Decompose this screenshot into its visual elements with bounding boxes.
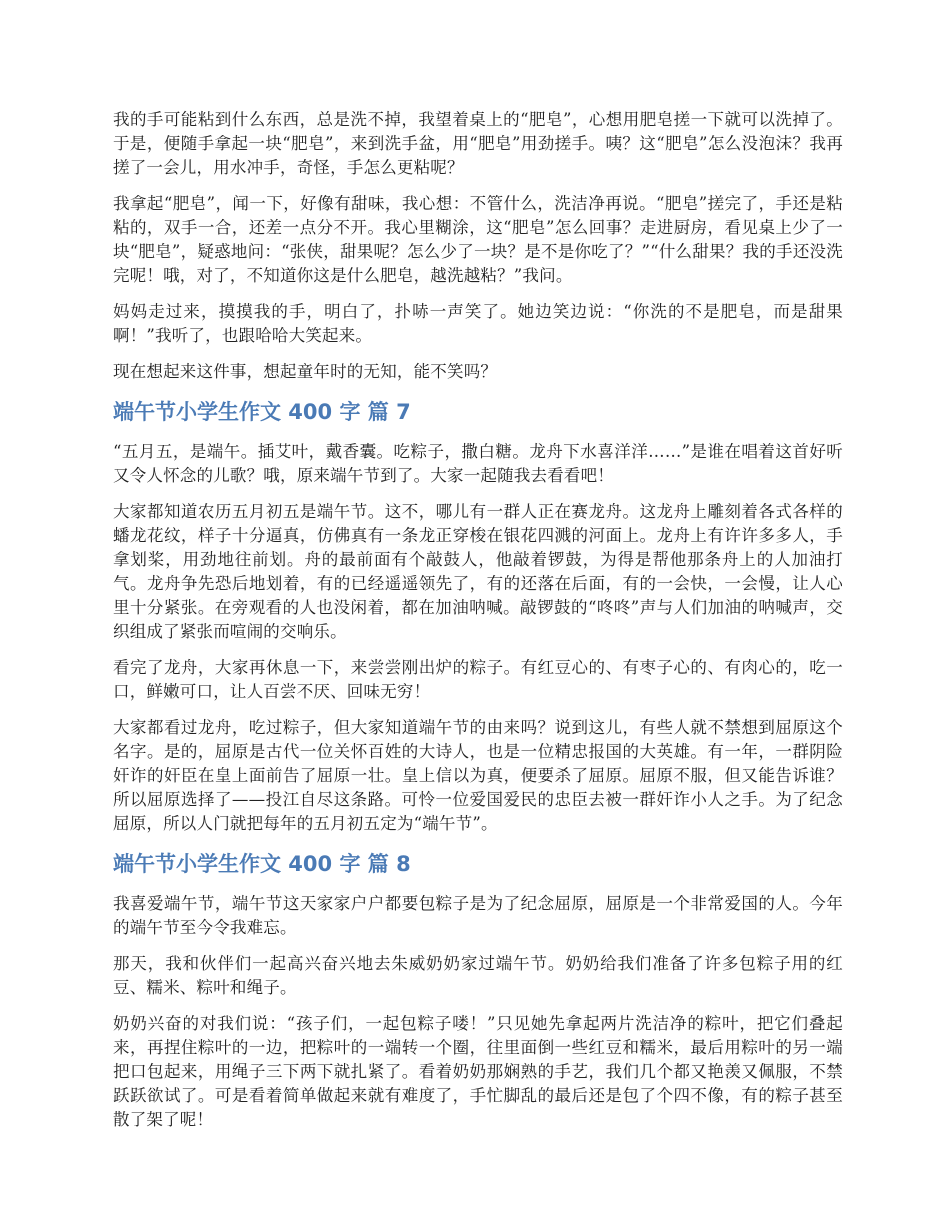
section-heading: 端午节小学生作文 400 字 篇 8: [113, 852, 411, 876]
paragraph: 我的手可能粘到什么东西，总是洗不掉，我望着桌上的“肥皂”，心想用肥皂搓一下就可以洗掉了。于是，便随手拿起一块“肥皂”，来到洗手盆，用“肥皂”用劲搓手。咦？这“肥皂”怎么没泡沫？我再搓了一会儿，用水冲手，奇怪，手怎么更粘呢？: [113, 110, 843, 177]
paragraph: “五月五，是端午。插艾叶，戴香囊。吃粽子，撒白糖。龙舟下水喜洋洋……”是谁在唱着这首好听又令人怀念的儿歌？哦，原来端午节到了。大家一起随我去看看吧！: [113, 442, 843, 485]
paragraph: 我拿起“肥皂”，闻一下，好像有甜味，我心想：不管什么，洗洁净再说。“肥皂”搓完了，手还是粘粘的，双手一合，还差一点分不开。我心里糊涂，这“肥皂”怎么回事？走进厨房，看见桌上少了一块“肥皂”，疑惑地问：“张侠，甜果呢？怎么少了一块？是不是你吃了？”“什么甜果？我的手还没洗完呢！哦，对了，不知道你这是什么肥皂，越洗越粘？”我问。: [113, 194, 843, 285]
paragraph: 大家都知道农历五月初五是端午节。这不，哪儿有一群人正在赛龙舟。这龙舟上雕刻着各式各样的蟠龙花纹，样子十分逼真，仿佛真有一条龙正穿梭在银花四溅的河面上。龙舟上有许许多多人，手拿划桨，用劲地往前划。舟的最前面有个敲鼓人，他敲着锣鼓，为得是帮他那条舟上的人加油打气。龙舟争先恐后地划着，有的已经遥遥领先了，有的还落在后面，有的一会快，一会慢，让人心里十分紧张。在旁观看的人也没闲着，都在加油呐喊。敲锣鼓的“咚咚”声与人们加油的呐喊声，交织组成了紧张而喧闹的交响乐。: [113, 502, 843, 641]
paragraph: 看完了龙舟，大家再休息一下，来尝尝刚出炉的粽子。有红豆心的、有枣子心的、有肉心的，吃一口，鲜嫩可口，让人百尝不厌、回味无穷！: [113, 658, 843, 701]
paragraph: 那天，我和伙伴们一起高兴奋兴地去朱威奶奶家过端午节。奶奶给我们准备了许多包粽子用的红豆、糯米、粽叶和绳子。: [113, 954, 843, 997]
paragraph: 大家都看过龙舟，吃过粽子，但大家知道端午节的由来吗？说到这儿，有些人就不禁想到屈原这个名字。是的，屈原是古代一位关怀百姓的大诗人，也是一位精忠报国的大英雄。有一年，一群阴险奸诈的奸臣在皇上面前告了屈原一壮。皇上信以为真，便要杀了屈原。屈原不服，但又能告诉谁？所以屈原选择了——投江自尽这条路。可怜一位爱国爱民的忠臣去被一群奸诈小人之手。为了纪念屈原，所以人门就把每年的五月初五定为“端午节”。: [113, 718, 843, 833]
paragraph: 妈妈走过来，摸摸我的手，明白了，扑哧一声笑了。她边笑边说：“你洗的不是肥皂，而是甜果啊！”我听了，也跟哈哈大笑起来。: [113, 302, 843, 345]
section-heading: 端午节小学生作文 400 字 篇 7: [113, 400, 411, 424]
paragraph: 现在想起来这件事，想起童年时的无知，能不笑吗？: [113, 362, 498, 381]
paragraph: 奶奶兴奋的对我们说：“孩子们，一起包粽子喽！”只见她先拿起两片洗洁净的粽叶，把它们叠起来，再捏住粽叶的一边，把粽叶的一端转一个圈，往里面倒一些红豆和糯米，最后用粽叶的另一端把口包起来，用绳子三下两下就扎紧了。看着奶奶那娴熟的手艺，我们几个都又艳羡又佩服，不禁跃跃欲试了。可是看着简单做起来就有难度了，手忙脚乱的最后还是包了个四不像，有的粽子甚至散了架了呢！: [113, 1014, 843, 1129]
paragraph: 我喜爱端午节，端午节这天家家户户都要包粽子是为了纪念屈原，屈原是一个非常爱国的人。今年的端午节至今令我难忘。: [113, 894, 843, 937]
document-page: [113, 108, 843, 1144]
